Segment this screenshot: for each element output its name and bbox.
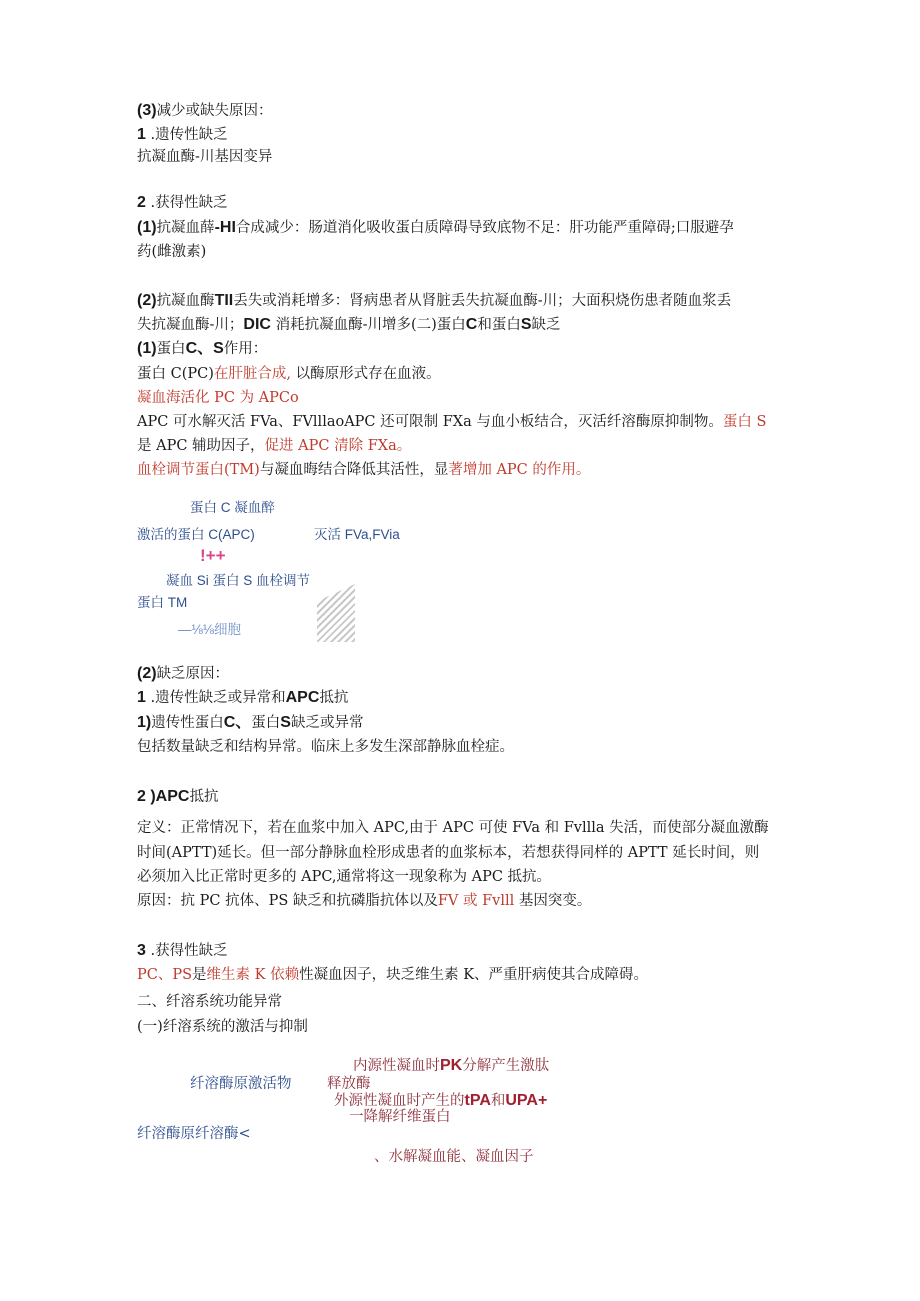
protein-l4: 是 APC 辅助因子，促进 APC 清除 FXa。 <box>137 438 412 454</box>
definition-l2: 时间(APTT)延长。但一部分静脉血栓形成患者的血浆标本，若想获得同样的 APTT 延长时间，则 <box>137 845 760 861</box>
heading-num: (3) <box>137 102 157 119</box>
diagram2-r5: 纤溶酶原纤溶酶< <box>137 1126 251 1142</box>
protein-l2: 凝血海活化 PC 为 APCo <box>137 390 299 406</box>
hereditary-body: 抗凝血酶-川基因变异 <box>137 149 273 165</box>
diagram2-r6: 、水解凝血能、凝血因子 <box>374 1149 534 1165</box>
definition-l1: 定义：正常情况下，若在血浆中加入 APC,由于 APC 可使 FVa 和 Fvllla 失活，而使部分凝血激酶 <box>137 820 769 836</box>
diagram1-t6: 蛋白 TM <box>137 595 188 610</box>
diagram1-t4: !++ <box>200 546 226 565</box>
deficiency-i1-body: 包括数量缺乏和结构异常。临床上多发生深部静脉血栓症。 <box>137 739 514 755</box>
diagram1-t7: —⅛⅛细胞 <box>178 622 242 637</box>
protein-heading: (1)蛋白C、S作用： <box>137 340 268 357</box>
subheading-hereditary <box>137 125 228 145</box>
sub-text: .遗传性缺乏 <box>145 127 228 143</box>
deficiency-i1: 1)遗传性蛋白C、蛋白S缺乏或异常 <box>137 714 364 731</box>
protein-l1: 蛋白 C(PC)在肝脏合成, 以酶原形式存在血液。 <box>137 366 441 382</box>
diagram2-r1: 内源性凝血时PK分解产生激肽 <box>353 1057 550 1074</box>
diagram1-t5: 凝血 Si 蛋白 S 血栓调节 <box>166 573 311 588</box>
subheading-acquired <box>137 193 228 213</box>
definition-l3: 必须加入比正常时更多的 APC,通常将这一现象称为 APC 抵抗。 <box>137 869 552 885</box>
diagram2-r4: 一降解纤维蛋白 <box>349 1109 451 1125</box>
protein-l3: APC 可水解灭活 FVa、FVlllaoAPC 还可限制 FXa 与血小板结合，灭活纤溶酶原抑制物。蛋白 S <box>137 414 767 430</box>
acquired-line: PC、PS是维生素 K 依赖性凝血因子，块乏维生素 K、严重肝病使其合成障碍。 <box>137 967 649 983</box>
deficiency-heading: (2)缺乏原因： <box>137 665 230 682</box>
section3-heading <box>137 101 273 121</box>
sub-num: 2 <box>137 194 146 211</box>
cause-line: 原因：抗 PC 抗体、PS 缺乏和抗磷脂抗体以及FV 或 Fvlll 基因突变。 <box>137 893 592 909</box>
acquired-p1: (1)抗凝血薛-HI合成减少：肠道消化吸收蛋白质障碍导致底物不足：肝功能严重障碍;口服避孕 <box>137 219 734 236</box>
hatched-shape <box>317 584 355 642</box>
diagram2-r2-b: 释放酶 <box>327 1076 371 1092</box>
acquired-p1-cont: 药(雌激素) <box>137 244 207 260</box>
deficiency-s1: 1 .遗传性缺乏或异常和APC抵抗 <box>137 689 349 706</box>
protein-l5: 血栓调节蛋白(TM)与凝血晦结合降低其活性，显著增加 APC 的作用。 <box>137 462 591 478</box>
diagram2-r2-a: 纤溶酶原激活物 <box>190 1076 292 1092</box>
acquired-p2: (2)抗凝血酶TII丢失或消耗增多：肾病患者从肾脏丢失抗凝血酶-川；大面积烧伤患者随血浆丢 <box>137 292 732 309</box>
diagram1-t3: 灭活 FVa,FVia <box>314 527 400 542</box>
fibrinolysis-heading: 二、纤溶系统功能异常 <box>137 994 282 1010</box>
apc-resistance-heading: 2 )APC抵抗 <box>137 788 219 805</box>
diagram1-t2: 激活的蛋白 C(APC) <box>137 527 255 542</box>
acquired-heading: 3 .获得性缺乏 <box>137 942 228 959</box>
fibrinolysis-subheading: (一)纤溶系统的激活与抑制 <box>137 1019 308 1035</box>
heading-text: 减少或缺失原因： <box>156 103 273 119</box>
diagram1-t1: 蛋白 C 凝血醉 <box>190 500 275 515</box>
diagram2-r3: 外源性凝血时产生的tPA和UPA+ <box>334 1092 548 1109</box>
sub-num: 1 <box>137 126 146 143</box>
acquired-p2-cont: 失抗凝血酶-川；DIC 消耗抗凝血酶-川增多(二)蛋白C和蛋白S缺乏 <box>137 316 561 333</box>
sub-text: .获得性缺乏 <box>145 195 228 211</box>
